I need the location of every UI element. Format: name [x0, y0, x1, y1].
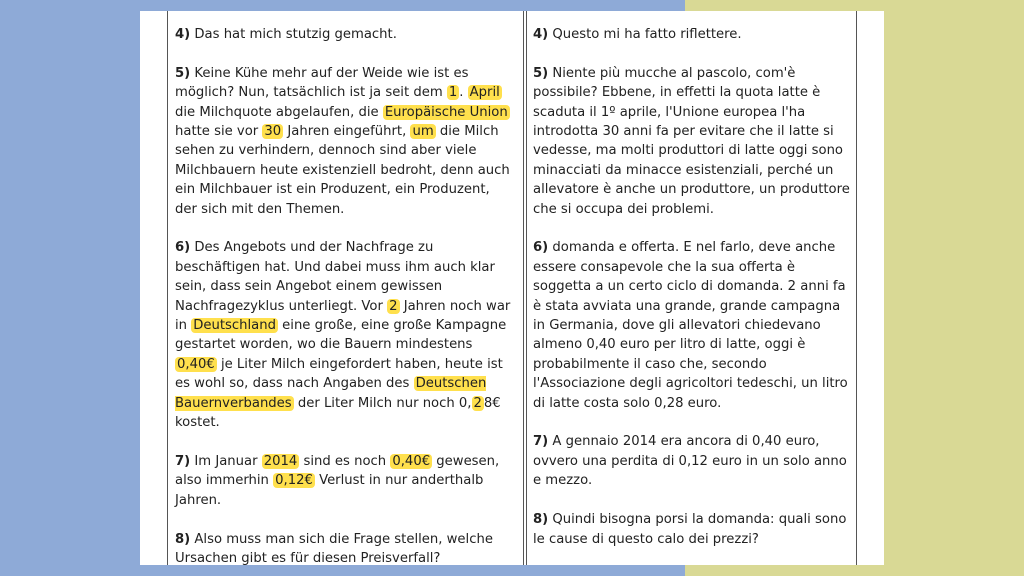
german-paragraph-4: [175, 25, 513, 44]
italian-text: Questo mi ha fatto riflettere.: [548, 27, 742, 42]
german-text: Im Januar: [190, 453, 262, 469]
italian-paragraph-5: [533, 64, 853, 219]
german-text: .: [459, 85, 468, 101]
german-text: die Milch sehen zu verhindern, dennoch sind aber viele Milchbauern heute existenziell bedroht, denn auch ein Milchbauer ist ein Produzent, ein Produzent, der sich mit den Themen.: [175, 124, 510, 217]
italian-text: Niente più mucche al pascolo, com'è possibile? Ebbene, in effetti la quota latte è scaduta il 1º aprile, l'Unione europea l'ha introdotta 30 anni fa per evitare che il latte si vedesse, ma molti produttori di latte oggi sono minacciati da minacce esistenziali, perché un allevatore è anche un produttore, un produttore che si occupa dei problemi.: [533, 65, 850, 217]
german-text: die Milchquote abgelaufen, die: [175, 104, 383, 120]
highlighted-word: 0,40€: [177, 356, 215, 372]
german-text: sind es noch: [299, 453, 391, 469]
paragraph-number: 6): [533, 240, 549, 256]
german-text: Des Angebots und der Nachfrage zu beschäftigen hat. Und dabei muss ihm auch klar sein, dass sein Angebot einem gewissen Nachfragezyklus unterliegt. Vor: [175, 240, 495, 314]
paragraph-number: 4): [533, 27, 549, 42]
german-text: Jahren eingeführt,: [283, 124, 411, 140]
german-paragraph-6: [175, 238, 513, 432]
german-text: 8€ kostet.: [175, 395, 501, 431]
highlighted-word: um: [412, 124, 434, 140]
paragraph-number: 7): [175, 453, 191, 469]
german-text: eine große, eine große Kampagne gestartet worden, wo die Bauern mindestens: [175, 318, 507, 353]
german-text: hatte sie vor: [175, 124, 263, 140]
german-text: Also muss man sich die Frage stellen, welche Ursachen gibt es für diesen Preisverfall?: [175, 531, 493, 565]
german-text: Das hat mich stutzig gemacht.: [190, 27, 397, 42]
german-paragraph-8: [175, 530, 513, 566]
highlighted-word: 30: [264, 124, 282, 140]
german-text: je Liter Milch eingefordert haben, heute ist es wohl so, dass nach Angaben des: [175, 356, 503, 392]
paragraph-number: 8): [175, 531, 191, 547]
paragraph-number: 6): [175, 240, 191, 256]
highlighted-word: Deutschland: [193, 318, 276, 334]
paragraph-number: 5): [533, 65, 549, 81]
highlighted-word: 1: [448, 85, 458, 101]
italian-column: [533, 25, 853, 565]
highlighted-word: April: [469, 85, 500, 101]
paragraph-number: 7): [533, 434, 549, 450]
highlighted-word: 2014: [263, 453, 298, 469]
german-paragraph-7: [175, 452, 513, 510]
italian-paragraph-4: [533, 25, 853, 44]
german-text: Jahren noch war in: [175, 298, 511, 334]
german-column: [175, 25, 513, 565]
italian-paragraph-8: [533, 510, 853, 549]
divider-line-left: [523, 11, 524, 565]
highlighted-word: 2: [389, 298, 398, 314]
german-text: der Liter Milch nur noch 0,: [293, 395, 472, 411]
document-sheet: [140, 11, 884, 565]
right-border-line: [856, 11, 857, 565]
italian-text: domanda e offerta. E nel farlo, deve anche essere consapevole che la sua offerta è soggetta a un certo ciclo di domanda. 2 anni fa è stata avviata una grande, grande campagna in Germania, dove gli allevatori chiedevano almeno 0,40 euro per litro di latte, oggi è probabilmente il caso che, secondo l'Associazione degli agricoltori tedeschi, un litro di latte costa solo 0,28 euro.: [533, 240, 848, 411]
left-border-line: [167, 11, 168, 565]
paragraph-number: 4): [175, 27, 191, 42]
highlighted-word: 2: [473, 395, 482, 411]
highlighted-word: Deutschen Bauernverbandes: [175, 376, 487, 411]
italian-text: Quindi bisogna porsi la domanda: quali sono le cause di questo calo dei prezzi?: [533, 512, 847, 547]
italian-paragraph-7: [533, 432, 853, 490]
paragraph-number: 5): [175, 65, 191, 81]
highlighted-word: 0,12€: [275, 473, 313, 489]
german-text: gewesen, also immerhin: [175, 453, 500, 489]
divider-line-right: [526, 11, 527, 565]
highlighted-word: 0,40€: [392, 453, 431, 469]
highlighted-word: Europäische Union: [384, 104, 508, 120]
italian-text: A gennaio 2014 era ancora di 0,40 euro, ovvero una perdita di 0,12 euro in un solo anno e mezzo.: [533, 434, 847, 489]
italian-paragraph-6: [533, 238, 853, 413]
german-paragraph-5: [175, 64, 513, 219]
german-text: Verlust in nur anderthalb Jahren.: [175, 473, 484, 508]
german-text: Keine Kühe mehr auf der Weide wie ist es möglich? Nun, tatsächlich ist ja seit dem: [175, 65, 469, 101]
paragraph-number: 8): [533, 512, 549, 528]
